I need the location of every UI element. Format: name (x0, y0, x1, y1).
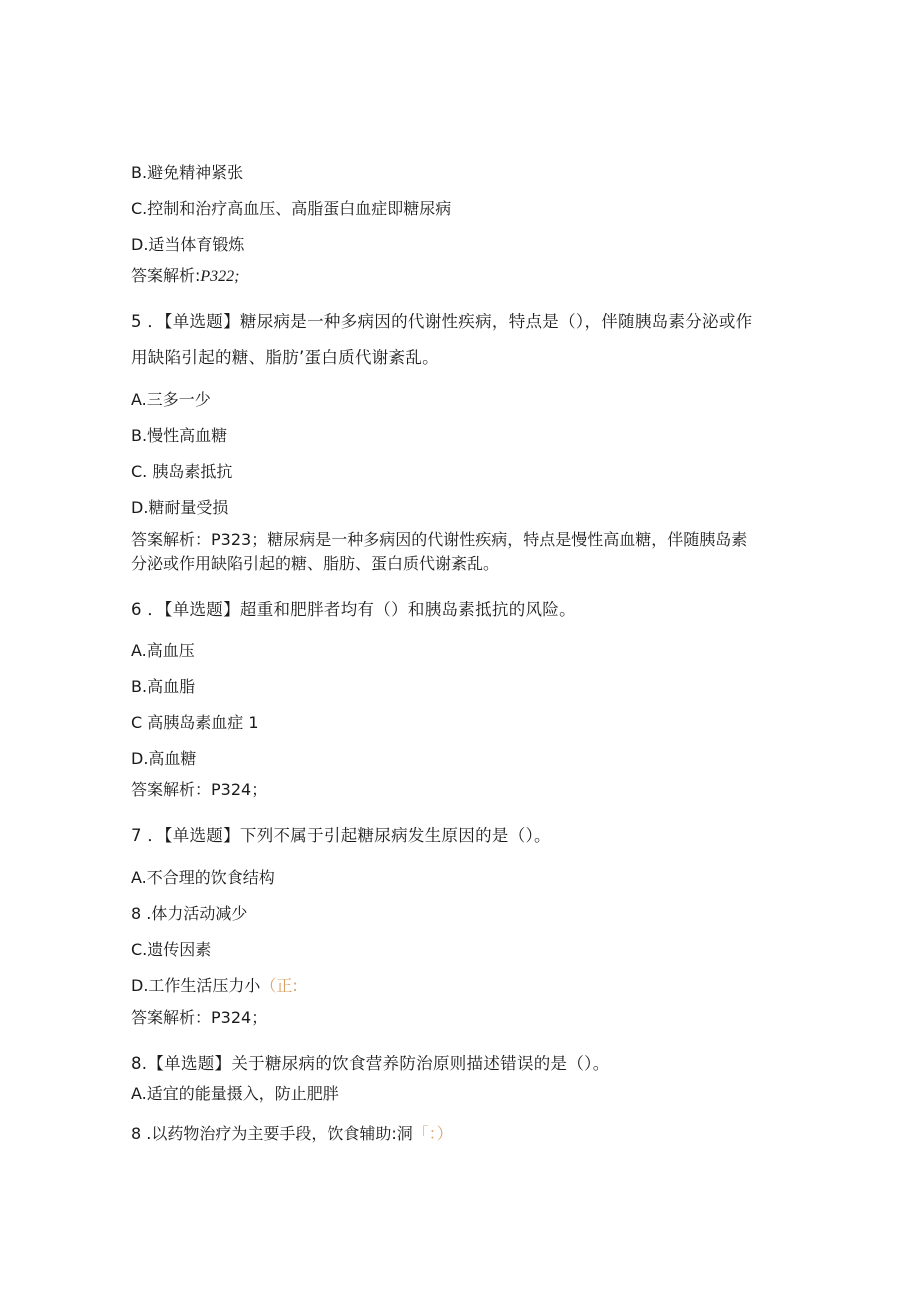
question-7-option-b: 8 .体力活动减少 (131, 904, 248, 923)
answer-label: 答案解析: (131, 266, 201, 285)
question-5-option-d: D.糖耐量受损 (131, 498, 229, 517)
question-8-option-a: A.适宜的能量摄入，防止肥胖 (131, 1084, 339, 1103)
correct-mark: 「：） (412, 1124, 453, 1143)
question-6: 6 ．【单选题】超重和肥胖者均有（）和胰岛素抵抗的风险。 (131, 600, 576, 619)
question-5-option-a: A.三多一少 (131, 390, 211, 409)
option-b-avoid-stress: B.避免精神紧张 (131, 163, 244, 182)
question-5-line1: 5 ．【单选题】糖尿病是一种多病因的代谢性疾病，特点是（），伴随胰岛素分泌或作 (131, 312, 753, 331)
option-d-exercise: D.适当体育锻炼 (131, 235, 245, 254)
question-7-option-d (131, 976, 298, 996)
question-7: 7 ．【单选题】下列不属于引起糖尿病发生原因的是（）。 (131, 826, 551, 845)
option-d-text: D.工作生活压力小 (131, 976, 261, 995)
question-7-option-a: A.不合理的饮食结构 (131, 868, 275, 887)
question-6-option-c: C 高胰岛素血症 1 (131, 713, 259, 732)
option-c-control-hypertension: C.控制和治疗高血压、高脂蛋白血症即糖尿病 (131, 199, 452, 218)
answer-explanation-q7: 答案解析：P324； (131, 1008, 268, 1027)
answer-explanation-q4 (131, 266, 240, 287)
question-5-option-b: B.慢性高血糖 (131, 426, 228, 445)
question-7-option-c: C.遗传因素 (131, 940, 212, 959)
answer-explanation-q6: 答案解析：P324； (131, 780, 268, 799)
question-6-option-a: A.高血压 (131, 641, 195, 660)
answer-explanation-q5-line1: 答案解析：P323；糖尿病是一种多病因的代谢性疾病，特点是慢性高血糖，伴随胰岛素 (131, 530, 748, 549)
question-8-option-b (131, 1124, 453, 1144)
question-5-line2: 用缺陷引起的糖、脂肪’蛋白质代谢紊乱。 (131, 348, 439, 367)
correct-mark: （正: (260, 976, 298, 995)
answer-ref: P322; (200, 268, 240, 285)
option-b-text: 8 .以药物治疗为主要手段，饮食辅助:洞 (131, 1124, 413, 1143)
question-6-option-b: B.高血脂 (131, 677, 196, 696)
question-6-option-d: D.高血糖 (131, 749, 197, 768)
answer-explanation-q5-line2: 分泌或作用缺陷引起的糖、脂肪、蛋白质代谢紊乱。 (131, 554, 500, 573)
question-8: 8.【单选题】关于糖尿病的饮食营养防治原则描述错误的是（）。 (131, 1054, 610, 1073)
question-5-option-c: C. 胰岛素抵抗 (131, 462, 233, 481)
